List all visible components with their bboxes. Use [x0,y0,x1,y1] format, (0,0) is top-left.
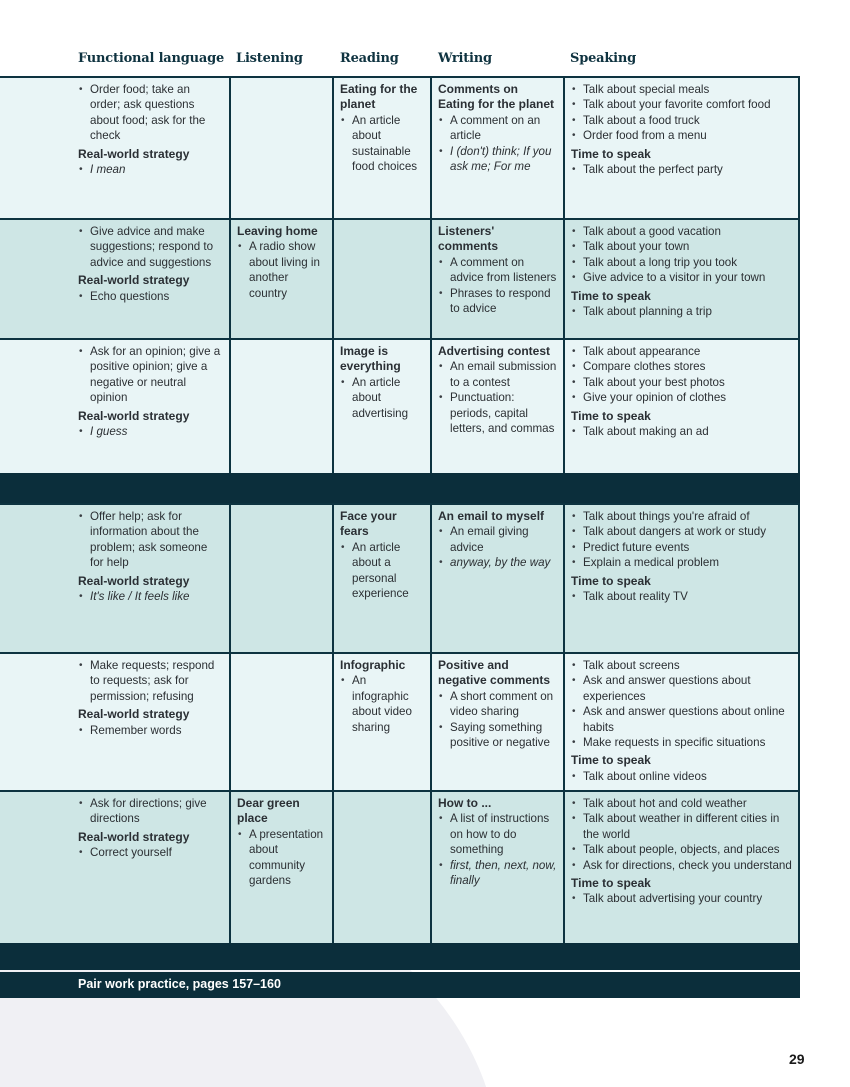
list-item: • Ask for directions; give directions [78,796,223,827]
listening-title: Dear green place [237,796,300,826]
time-to-speak-list [571,304,792,319]
time-to-speak-list [571,424,792,439]
cell-functional-language [0,78,229,218]
cell-writing [430,340,563,473]
cell-reading [332,220,430,338]
bullet-list [340,673,424,735]
list-item: • Talk about hot and cold weather [571,796,792,811]
cell-listening [229,505,332,652]
list-item: • Remember words [78,723,223,738]
list-item: • Talk about the perfect party [571,162,792,177]
bullet-list [340,540,424,602]
bullet-list [571,82,792,144]
bullet-list [78,658,223,704]
writing-title: Advertising contest [438,344,551,358]
strategy-list [78,289,223,304]
list-item: • Explain a medical problem [571,555,792,570]
list-item: • Talk about people, objects, and places [571,842,792,857]
bullet-list [438,255,557,317]
list-item: • Talk about special meals [571,82,792,97]
list-item: • Talk about things you're afraid of [571,509,792,524]
list-item: • An email giving advice [438,524,557,555]
list-item: • A comment on advice from listeners [438,255,557,286]
list-item: • Talk about weather in different cities in the world [571,811,792,842]
cell-functional-language [0,505,229,652]
page-number: 29 [789,1051,805,1067]
bullet-list [571,224,792,286]
bullet-list [571,796,792,873]
time-to-speak-list [571,769,792,784]
cell-speaking [563,505,798,652]
column-header-reading: Reading [340,51,399,66]
column-header-listening: Listening [236,51,303,66]
bullet-list [438,359,557,436]
writing-title: Listeners' comments [438,224,499,254]
strategy-list [78,723,223,738]
section-divider-band [0,943,800,970]
list-item: • Predict future events [571,540,792,555]
cell-listening [229,340,332,473]
list-item: • Saying something positive or negative [438,720,557,751]
time-to-speak-label: Time to speak [571,573,651,588]
column-header-writing: Writing [438,51,492,66]
column-headers [0,51,800,73]
table-row [0,790,800,943]
list-item: • I guess [78,424,223,439]
list-item: • Give advice to a visitor in your town [571,270,792,285]
bullet-list [78,224,223,270]
real-world-strategy-label: Real-world strategy [78,408,190,423]
cell-writing [430,78,563,218]
time-to-speak-label: Time to speak [571,753,651,768]
reading-title: Image is everything [340,344,401,374]
list-item: • Talk about appearance [571,344,792,359]
cell-writing [430,792,563,943]
table-row [0,503,800,652]
real-world-strategy-label: Real-world strategy [78,829,190,844]
list-item: • Talk about making an ad [571,424,792,439]
list-item: • A short comment on video sharing [438,689,557,720]
list-item: • A presentation about community gardens [237,827,326,889]
list-item: • Talk about reality TV [571,589,792,604]
cell-writing [430,654,563,790]
table-row [0,652,800,790]
column-header-functional-language: Functional language [78,51,225,66]
bullet-list [438,689,557,751]
bullet-list [571,344,792,406]
list-item: • A comment on an article [438,113,557,144]
list-item: • Offer help; ask for information about the problem; ask someone for help [78,509,223,571]
cell-functional-language [0,340,229,473]
list-item: • Ask for an opinion; give a positive opinion; give a negative or neutral opinion [78,344,223,406]
cell-writing [430,505,563,652]
list-item: • Order food; take an order; ask questions about food; ask for the check [78,82,223,144]
cell-speaking [563,340,798,473]
time-to-speak-list [571,589,792,604]
strategy-list [78,162,223,177]
list-item: • Talk about dangers at work or study [571,524,792,539]
list-item: • Talk about your favorite comfort food [571,97,792,112]
bullet-list [438,524,557,570]
list-item: • Correct yourself [78,845,223,860]
cell-speaking [563,792,798,943]
time-to-speak-list [571,162,792,177]
list-item: • A radio show about living in another country [237,239,326,301]
cell-reading [332,654,430,790]
list-item: • Order food from a menu [571,128,792,143]
list-item: • Compare clothes stores [571,359,792,374]
list-item: • An infographic about video sharing [340,673,424,735]
section-divider-band [0,473,800,503]
list-item: • Talk about planning a trip [571,304,792,319]
writing-title: How to ... [438,796,492,810]
strategy-list [78,845,223,860]
list-item: • I (don't) think; If you ask me; For me [438,144,557,175]
time-to-speak-label: Time to speak [571,876,651,891]
list-item: • Talk about screens [571,658,792,673]
list-item: • An article about advertising [340,375,424,421]
table-row [0,338,800,473]
cell-listening [229,654,332,790]
list-item: • Ask and answer questions about online habits [571,704,792,735]
footer-bar [0,972,800,998]
time-to-speak-label: Time to speak [571,288,651,303]
real-world-strategy-label: Real-world strategy [78,273,190,288]
bullet-list [340,113,424,175]
list-item: • An article about sustainable food choices [340,113,424,175]
cell-reading [332,792,430,943]
bullet-list [78,344,223,406]
listening-title: Leaving home [237,224,318,238]
real-world-strategy-label: Real-world strategy [78,573,190,588]
list-item: • An email submission to a contest [438,359,557,390]
bullet-list [237,827,326,889]
cell-functional-language [0,220,229,338]
list-item: • Ask and answer questions about experiences [571,673,792,704]
list-item: • It's like / It feels like [78,589,223,604]
list-item: • Talk about a long trip you took [571,255,792,270]
cell-functional-language [0,654,229,790]
list-item: • Ask for directions, check you understand [571,858,792,873]
cell-listening [229,220,332,338]
list-item: • anyway, by the way [438,555,557,570]
list-item: • first, then, next, now, finally [438,858,557,889]
writing-title: Comments on Eating for the planet [438,82,555,112]
real-world-strategy-label: Real-world strategy [78,707,190,722]
real-world-strategy-label: Real-world strategy [78,146,190,161]
cell-speaking [563,220,798,338]
time-to-speak-label: Time to speak [571,146,651,161]
cell-functional-language [0,792,229,943]
reading-title: Face your fears [340,509,397,539]
bullet-list [571,509,792,571]
time-to-speak-list [571,891,792,906]
table-row [0,218,800,338]
list-item: • I mean [78,162,223,177]
list-item: • Talk about advertising your country [571,891,792,906]
bullet-list [78,796,223,827]
bullet-list [438,811,557,888]
list-item: • Make requests in specific situations [571,735,792,750]
list-item: • Give your opinion of clothes [571,390,792,405]
cell-speaking [563,78,798,218]
strategy-list [78,589,223,604]
column-header-speaking: Speaking [570,51,637,66]
list-item: • An article about a personal experience [340,540,424,602]
reading-title: Infographic [340,658,406,672]
cell-speaking [563,654,798,790]
table-row [0,76,800,218]
list-item: • Make requests; respond to requests; ask for permission; refusing [78,658,223,704]
list-item: • Talk about online videos [571,769,792,784]
writing-title: Positive and negative comments [438,658,551,688]
list-item: • Echo questions [78,289,223,304]
bullet-list [237,239,326,301]
pair-work-practice-label: Pair work practice, pages 157–160 [78,977,281,991]
list-item: • Talk about a good vacation [571,224,792,239]
bullet-list [340,375,424,421]
list-item: • Phrases to respond to advice [438,286,557,317]
writing-title: An email to myself [438,509,545,523]
time-to-speak-label: Time to speak [571,408,651,423]
list-item: • A list of instructions on how to do something [438,811,557,857]
cell-writing [430,220,563,338]
cell-reading [332,505,430,652]
reading-title: Eating for the planet [340,82,418,112]
bullet-list [571,658,792,750]
list-item: • Talk about your town [571,239,792,254]
strategy-list [78,424,223,439]
cell-listening [229,792,332,943]
list-item: • Talk about a food truck [571,113,792,128]
cell-listening [229,78,332,218]
bullet-list [78,82,223,144]
cell-reading [332,78,430,218]
list-item: • Give advice and make suggestions; respond to advice and suggestions [78,224,223,270]
bullet-list [78,509,223,571]
list-item: • Punctuation: periods, capital letters, and commas [438,390,557,436]
bullet-list [438,113,557,175]
list-item: • Talk about your best photos [571,375,792,390]
cell-reading [332,340,430,473]
